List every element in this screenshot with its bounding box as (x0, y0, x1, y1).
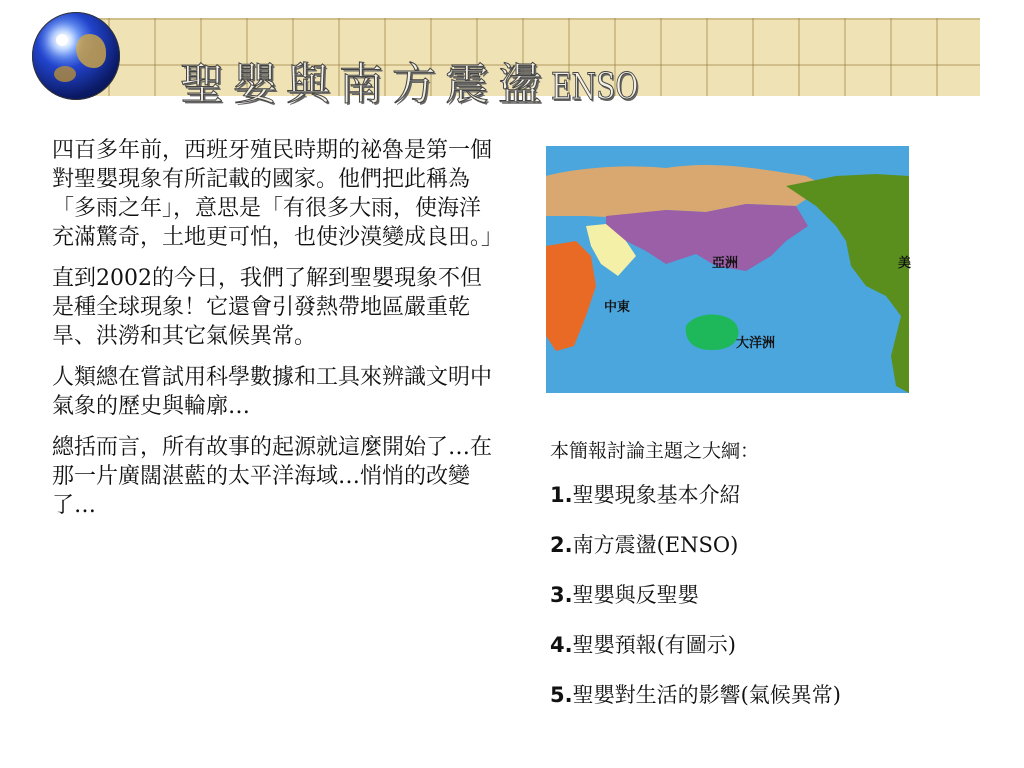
asia-region (606, 204, 808, 271)
americas-region (786, 174, 912, 393)
outline-item-text: 聖嬰對生活的影響(氣候異常) (572, 683, 841, 707)
outline-item (550, 579, 990, 609)
outline-item (550, 629, 990, 659)
slide-title-latin: ENSO (551, 67, 639, 108)
map-label-oceania: 大洋洲 (736, 336, 776, 351)
outline-item-number: 5. (550, 683, 573, 707)
outline (550, 436, 990, 729)
paragraph: 四百多年前，西班牙殖民時期的祕魯是第一個對聖嬰現象有所記載的國家。他們把此稱為「多雨之年」，意思是「有很多大雨，使海洋充滿驚奇，土地更可怕，也使沙漠變成良田。」 (52, 138, 504, 250)
globe-land (54, 66, 76, 82)
outline-item-text: 聖嬰現象基本介紹 (572, 483, 741, 507)
outline-item-text: 聖嬰預報(有圖示) (572, 633, 736, 657)
outline-item-number: 2. (550, 533, 573, 557)
map-label-americas: 美 (898, 256, 912, 271)
slide-title-text: 聖嬰與南方震盪 (180, 59, 551, 110)
outline-item-number: 3. (550, 583, 573, 607)
map-label-asia: 亞洲 (712, 256, 739, 271)
outline-item-text: 聖嬰與反聖嬰 (572, 583, 699, 607)
world-map-image (546, 146, 912, 393)
globe-highlight (56, 34, 68, 46)
body-text (52, 136, 504, 532)
outline-item-text: 南方震盪(ENSO) (572, 533, 739, 557)
outline-item (550, 679, 990, 709)
paragraph: 總括而言，所有故事的起源就這麼開始了…在那一片廣闊湛藍的太平洋海域…悄悄的改變了… (52, 435, 493, 518)
paragraph: 人類總在嘗試用科學數據和工具來辨識文明中氣象的歷史與輪廓… (52, 365, 493, 419)
slide-title (180, 48, 663, 112)
outline-item (550, 529, 990, 559)
globe-logo-icon (32, 12, 120, 100)
outline-intro: 本簡報討論主題之大綱： (550, 440, 760, 462)
outline-item (550, 479, 990, 509)
africa-region (546, 241, 596, 351)
outline-item-number: 4. (550, 633, 573, 657)
outline-item-number: 1. (550, 483, 573, 507)
globe-land (76, 34, 106, 68)
paragraph: 直到2002的今日，我們了解到聖嬰現象不但是種全球現象！它還會引發熱帶地區嚴重乾旱、洪澇和其它氣候異常。 (52, 266, 482, 349)
map-label-middle-east: 中東 (604, 300, 631, 315)
oceania-region (686, 314, 739, 350)
